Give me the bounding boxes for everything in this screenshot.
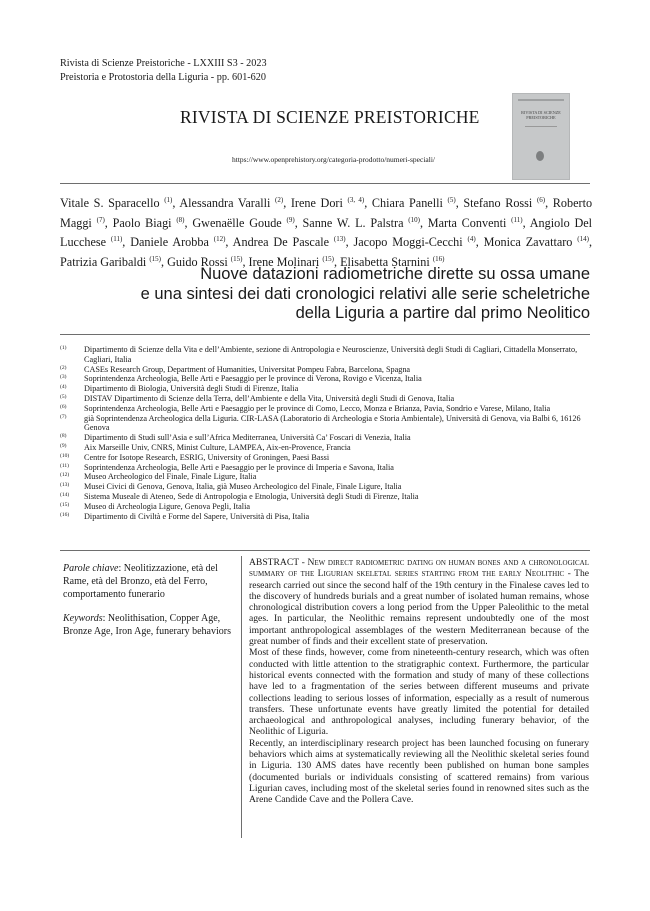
- affiliation-number: (7): [60, 413, 67, 420]
- author-name: Guido Rossi: [167, 254, 228, 269]
- affiliation-text: Dipartimento di Studi sull’Asia e sull’Africa Mediterranea, Università Ca’ Foscari di Venezia, Italia: [84, 433, 411, 443]
- affiliation-text: DISTAV Dipartimento di Scienze della Terra, dell’Ambiente e della Vita, Università degli Studi di Genova, Italia: [84, 393, 455, 403]
- header-divider: [60, 183, 590, 184]
- author-affiliation-ref: (6): [536, 196, 546, 204]
- paper-title: [70, 265, 590, 324]
- author-affiliation-ref: (14): [577, 235, 589, 244]
- author-affiliation-ref: (1): [164, 196, 173, 204]
- affiliation-number: (3): [60, 374, 67, 381]
- affiliation-item: [60, 433, 590, 443]
- affiliation-text: Soprintendenza Archeologia, Belle Arti e Paesaggio per le province di Verona, Rovigo e Vicenza, Italia: [84, 374, 422, 384]
- abstract-paragraph-1: [249, 557, 589, 647]
- author: [113, 216, 185, 230]
- author-name: Alessandra Varalli: [179, 196, 271, 211]
- affiliation-text: Museo di Archeologia Ligure, Genova Pegli, Italia: [84, 501, 250, 511]
- author: [354, 235, 476, 249]
- affiliation-number: (9): [60, 442, 67, 449]
- paper-title-line3: della Liguria a partire dal primo Neolitico: [295, 304, 590, 322]
- affiliation-item: [60, 472, 590, 482]
- affiliation-text: Sistema Museale di Ateneo, Sede di Antropologia e Etnologia, Università degli Studi di Firenze, Italia: [84, 491, 419, 501]
- author-affiliation-ref: (5): [447, 196, 456, 204]
- author: [372, 196, 456, 210]
- affiliation-item: [60, 482, 590, 492]
- affiliation-text: Musei Civici di Genova, Genova, Italia, già Museo Archeologico del Finale, Finale Ligure, Italia: [84, 482, 402, 492]
- affiliation-item: [60, 443, 590, 453]
- affiliation-item: [60, 374, 590, 384]
- paper-title-line1: Nuove datazioni radiometriche dirette su ossa umane: [200, 265, 590, 283]
- running-header-line2: Preistoria e Protostoria della Liguria - pp. 601-620: [60, 72, 266, 83]
- author-affiliation-ref: (15): [230, 254, 243, 263]
- author: [484, 235, 589, 249]
- author-name: Jacopo Moggi-Cecchi: [353, 235, 463, 250]
- abstract-text-1: - The research carried out since the second half of the 19th century in the Finalese caves led to the discovery of hundreds burials and a great number of isolated human remains, whose chronological distribution covers a long period from the Upper Paleolithic to the metal ages. In particular, the Neolithic remains represent undoubtedly one of the most important anthropological assemblages of the western Mediterranean because of the great number of finds and their excellent state of preservation.: [249, 568, 589, 648]
- running-header-line1: Rivista di Scienze Preistoriche - LXXIII S3 - 2023: [60, 58, 267, 69]
- author-affiliation-ref: (4): [467, 235, 476, 244]
- author-name: Daniele Arobba: [130, 235, 209, 250]
- affiliation-item: [60, 394, 590, 404]
- keywords-italian: [63, 562, 233, 601]
- affiliation-text: Dipartimento di Scienze della Vita e dell’Ambiente, sezione di Antropologia e Neuroscienze, Università degli Studi di Cagliari, Cittadella Monserrato, Cagliari, Italia: [84, 345, 578, 364]
- affiliation-divider: [60, 550, 590, 551]
- keywords-english: [63, 612, 233, 638]
- affiliation-number: (2): [60, 364, 67, 371]
- affiliation-number: (12): [60, 472, 70, 479]
- author-name: Irene Dori: [290, 196, 343, 211]
- author-affiliation-ref: (15): [149, 254, 162, 263]
- abstract-paragraph-2: Most of these finds, however, come from nineteenth-century research, which was often conducted with little attention to the stratigraphic context. Furthermore, the particular historical events connected with the formation and study of many of these collections have led to a fragmentation of the series between different museums and private collections leading to serious losses of information, especially as a result of numerous transfers. These unfortunate events have greatly limited the potential for detailed archaeological and anthropological analyses, including funerary behavior, of the Neolithic of Liguria.: [249, 647, 589, 738]
- author: [428, 216, 523, 230]
- affiliation-number: (5): [60, 393, 67, 400]
- abstract-title: New direct radiometric dating on human bones and a chronological summary of the Ligurian skeletal series starting from the early Neolithic: [249, 557, 589, 580]
- author-name: Monica Zavattaro: [483, 235, 573, 250]
- author-affiliation-ref: (3, 4): [347, 196, 365, 204]
- affiliation-text: Centre for Isotope Research, ESRIG, University of Groningen, Paesi Bassi: [84, 452, 330, 462]
- author-name: Paolo Biagi: [112, 215, 172, 230]
- affiliation-item: [60, 365, 590, 375]
- affiliation-text: CASEs Research Group, Department of Humanities, Universitat Pompeu Fabra, Barcelona, Spagna: [84, 364, 411, 374]
- keywords-italian-text: : Neolitizzazione, età del Rame, età del Bronzo, età del Ferro, comportamento funerario: [63, 563, 218, 600]
- affiliation-item: [60, 492, 590, 502]
- affiliation-text: già Soprintendenza Archeologica della Liguria. CIR-LASA (Laboratorio di Archeologia e Storia Ambientale), Università di Genova, via Balbi 6, 16126 Genova: [84, 413, 581, 433]
- affiliation-item: [60, 384, 590, 394]
- author-affiliation-ref: (15): [322, 254, 334, 263]
- author-name: Vitale S. Sparacello: [60, 196, 160, 211]
- author: [303, 216, 420, 230]
- author-affiliation-ref: (2): [275, 196, 284, 204]
- author-name: Roberto Maggi: [60, 196, 593, 230]
- author: [60, 196, 172, 210]
- author: [233, 235, 346, 249]
- affiliation-list: [60, 345, 590, 521]
- cover-band: [518, 99, 564, 101]
- keywords-english-label: Keywords: [63, 613, 103, 624]
- abstract-block: [249, 557, 589, 806]
- author-name: Andrea De Pascale: [232, 235, 330, 250]
- journal-masthead: [180, 107, 500, 164]
- author-list: Vitale S. Sparacello $^{(1)}$, Alessandra Varalli $^{(2)}$, Irene Dori $^{(3, 4)}$, Chiara Panelli $^{(5)}$, Stefano Rossi $^{(6)}$, Roberto Maggi $^{(7)}$, Paolo Biagi $^{(8)}$, Gwenaëlle Goude $^{(9)}$, Sanne W. L. Palstra $^{(10)}$, Marta Conventi $^{(11)}$, Angiolo Del Lucchese $^{(11)}$, Daniele Arobba $^{(12)}$, Andrea De Pascale $^{(13)}$, Jacopo Moggi-Cecchi $^{(4)}$, Monica Zavattaro $^{(14)}$, Patrizia Garibaldi $^{(15)}$, Guido Rossi $^{(15)}$, Irene Molinari $^{(15)}$, Elisabetta Starnini $^{(16)}$: [60, 196, 593, 269]
- affiliation-item: [60, 404, 590, 414]
- author: [130, 235, 225, 249]
- author-affiliation-ref: (10): [408, 215, 420, 224]
- journal-title: RIVISTA DI SCIENZE PREISTORICHE: [180, 107, 480, 127]
- author-name: Patrizia Garibaldi: [60, 254, 147, 269]
- author: [291, 196, 364, 210]
- author-name: Chiara Panelli: [371, 196, 443, 211]
- author-name: Irene Molinari: [248, 254, 320, 269]
- affiliation-number: (15): [60, 501, 70, 508]
- author-name: Angiolo Del Lucchese: [60, 215, 593, 250]
- affiliation-number: (16): [60, 511, 70, 518]
- affiliation-item: [60, 463, 590, 473]
- affiliation-text: Dipartimento di Biologia, Università degli Studi di Firenze, Italia: [84, 384, 299, 394]
- paper-title-line2: e una sintesi dei dati cronologici relativi alle serie scheletriche: [140, 284, 590, 303]
- column-divider: [241, 556, 242, 838]
- author-name: Stefano Rossi: [463, 196, 533, 211]
- affiliation-number: (10): [60, 452, 70, 459]
- affiliation-item: [60, 502, 590, 512]
- affiliation-item: [60, 345, 590, 365]
- cover-emblem-icon: [536, 151, 544, 161]
- author-affiliation-ref: (16): [432, 254, 445, 263]
- affiliation-item: [60, 414, 590, 434]
- keywords-italian-label: Parole chiave: [63, 563, 119, 574]
- affiliation-text: Aix Marseille Univ, CNRS, Minist Culture, LAMPEA, Aix-en-Provence, Francia: [84, 442, 351, 452]
- author-affiliation-ref: (13): [333, 235, 346, 244]
- title-divider: [60, 334, 590, 335]
- cover-title: RIVISTA DI SCIENZE PREISTORICHE: [521, 110, 561, 120]
- abstract-label: ABSTRACT -: [249, 557, 308, 568]
- author-name: Gwenaëlle Goude: [192, 215, 282, 230]
- author-name: Sanne W. L. Palstra: [302, 215, 404, 230]
- author-affiliation-ref: (11): [511, 215, 523, 224]
- affiliation-number: (6): [60, 403, 67, 410]
- author-name: Elisabetta Starnini: [340, 254, 430, 269]
- affiliation-text: Soprintendenza Archeologia, Belle Arti e Paesaggio per le province di Imperia e Savona, Italia: [84, 462, 394, 472]
- affiliation-text: Dipartimento di Civiltà e Forme del Sapere, Università di Pisa, Italia: [84, 511, 310, 521]
- author-affiliation-ref: (7): [96, 215, 105, 224]
- author-affiliation-ref: (12): [213, 235, 226, 244]
- affiliation-text: Museo Archeologico del Finale, Finale Ligure, Italia: [84, 472, 257, 482]
- affiliation-number: (11): [60, 462, 69, 469]
- abstract-paragraph-3: Recently, an interdisciplinary research project has been launched focusing on funerary behaviors which aims at systematically reviewing all the Neolithic skeletal series found in Liguria. 130 AMS dates have recently been published on human bone samples (documented burials or individuals consisting of scattered remains) from various Ligurian caves, including most of the skeletal series found in renowned sites such as the Arene Candide Cave and the Pollera Cave.: [249, 737, 589, 806]
- affiliation-item: [60, 512, 590, 522]
- affiliation-number: (14): [60, 491, 70, 498]
- author: [192, 216, 294, 230]
- author-affiliation-ref: (11): [110, 235, 123, 244]
- journal-url[interactable]: https://www.openprehistory.org/categoria-prodotto/numeri-speciali/: [232, 155, 436, 164]
- affiliation-number: (13): [60, 482, 70, 489]
- running-header: [60, 57, 267, 85]
- affiliation-number: (1): [60, 345, 67, 351]
- affiliation-text: Soprintendenza Archeologia, Belle Arti e Paesaggio per le province di Como, Lecco, Monza e Brianza, Pavia, Sondrio e Varese, Milano, Italia: [84, 403, 551, 413]
- author-affiliation-ref: (8): [176, 215, 185, 224]
- keywords-english-text: : Neolithisation, Copper Age, Bronze Age, Iron Age, funerary behaviors: [63, 613, 231, 637]
- journal-cover-thumbnail: [512, 93, 570, 180]
- affiliation-item: [60, 453, 590, 463]
- author-name: Marta Conventi: [427, 215, 507, 230]
- affiliation-number: (8): [60, 433, 67, 440]
- keywords-block: [63, 562, 233, 649]
- affiliation-number: (4): [60, 384, 67, 391]
- author: [179, 196, 283, 210]
- author-affiliation-ref: (9): [286, 215, 295, 224]
- cover-rule: [525, 126, 557, 127]
- author: [463, 196, 545, 210]
